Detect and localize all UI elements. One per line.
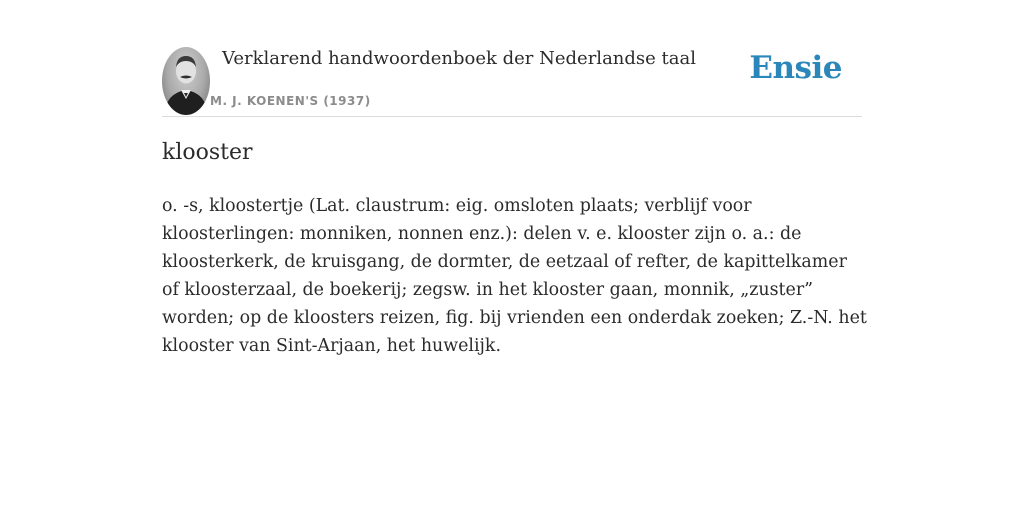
author-portrait-icon [162, 47, 210, 115]
author-edition-label: M. J. KOENEN'S (1937) [210, 94, 371, 108]
entry-headword: klooster [162, 140, 253, 165]
entry-definition: o. -s, kloostertje (Lat. claustrum: eig. omsloten plaats; verblijf voor kloosterlingen: monniken, nonnen enz.): delen v. e. klooster zijn o. a.: de kloosterkerk, de kruisgang, de dormter, de eetzaal of refter, de kapittelkamer of kloosterzaal, de boekerij; zegsw. in het klooster gaan, monnik, „zuster” worden; op de kloosters reizen, fig. bij vrienden een onderdak zoeken; Z.-N. het klooster van Sint-Arjaan, het huwelijk. [162, 196, 867, 356]
dictionary-header [162, 44, 862, 117]
dictionary-title: Verklarend handwoordenboek der Nederlandse taal [222, 48, 696, 69]
ensie-logo-link[interactable]: Ensie [749, 50, 842, 86]
